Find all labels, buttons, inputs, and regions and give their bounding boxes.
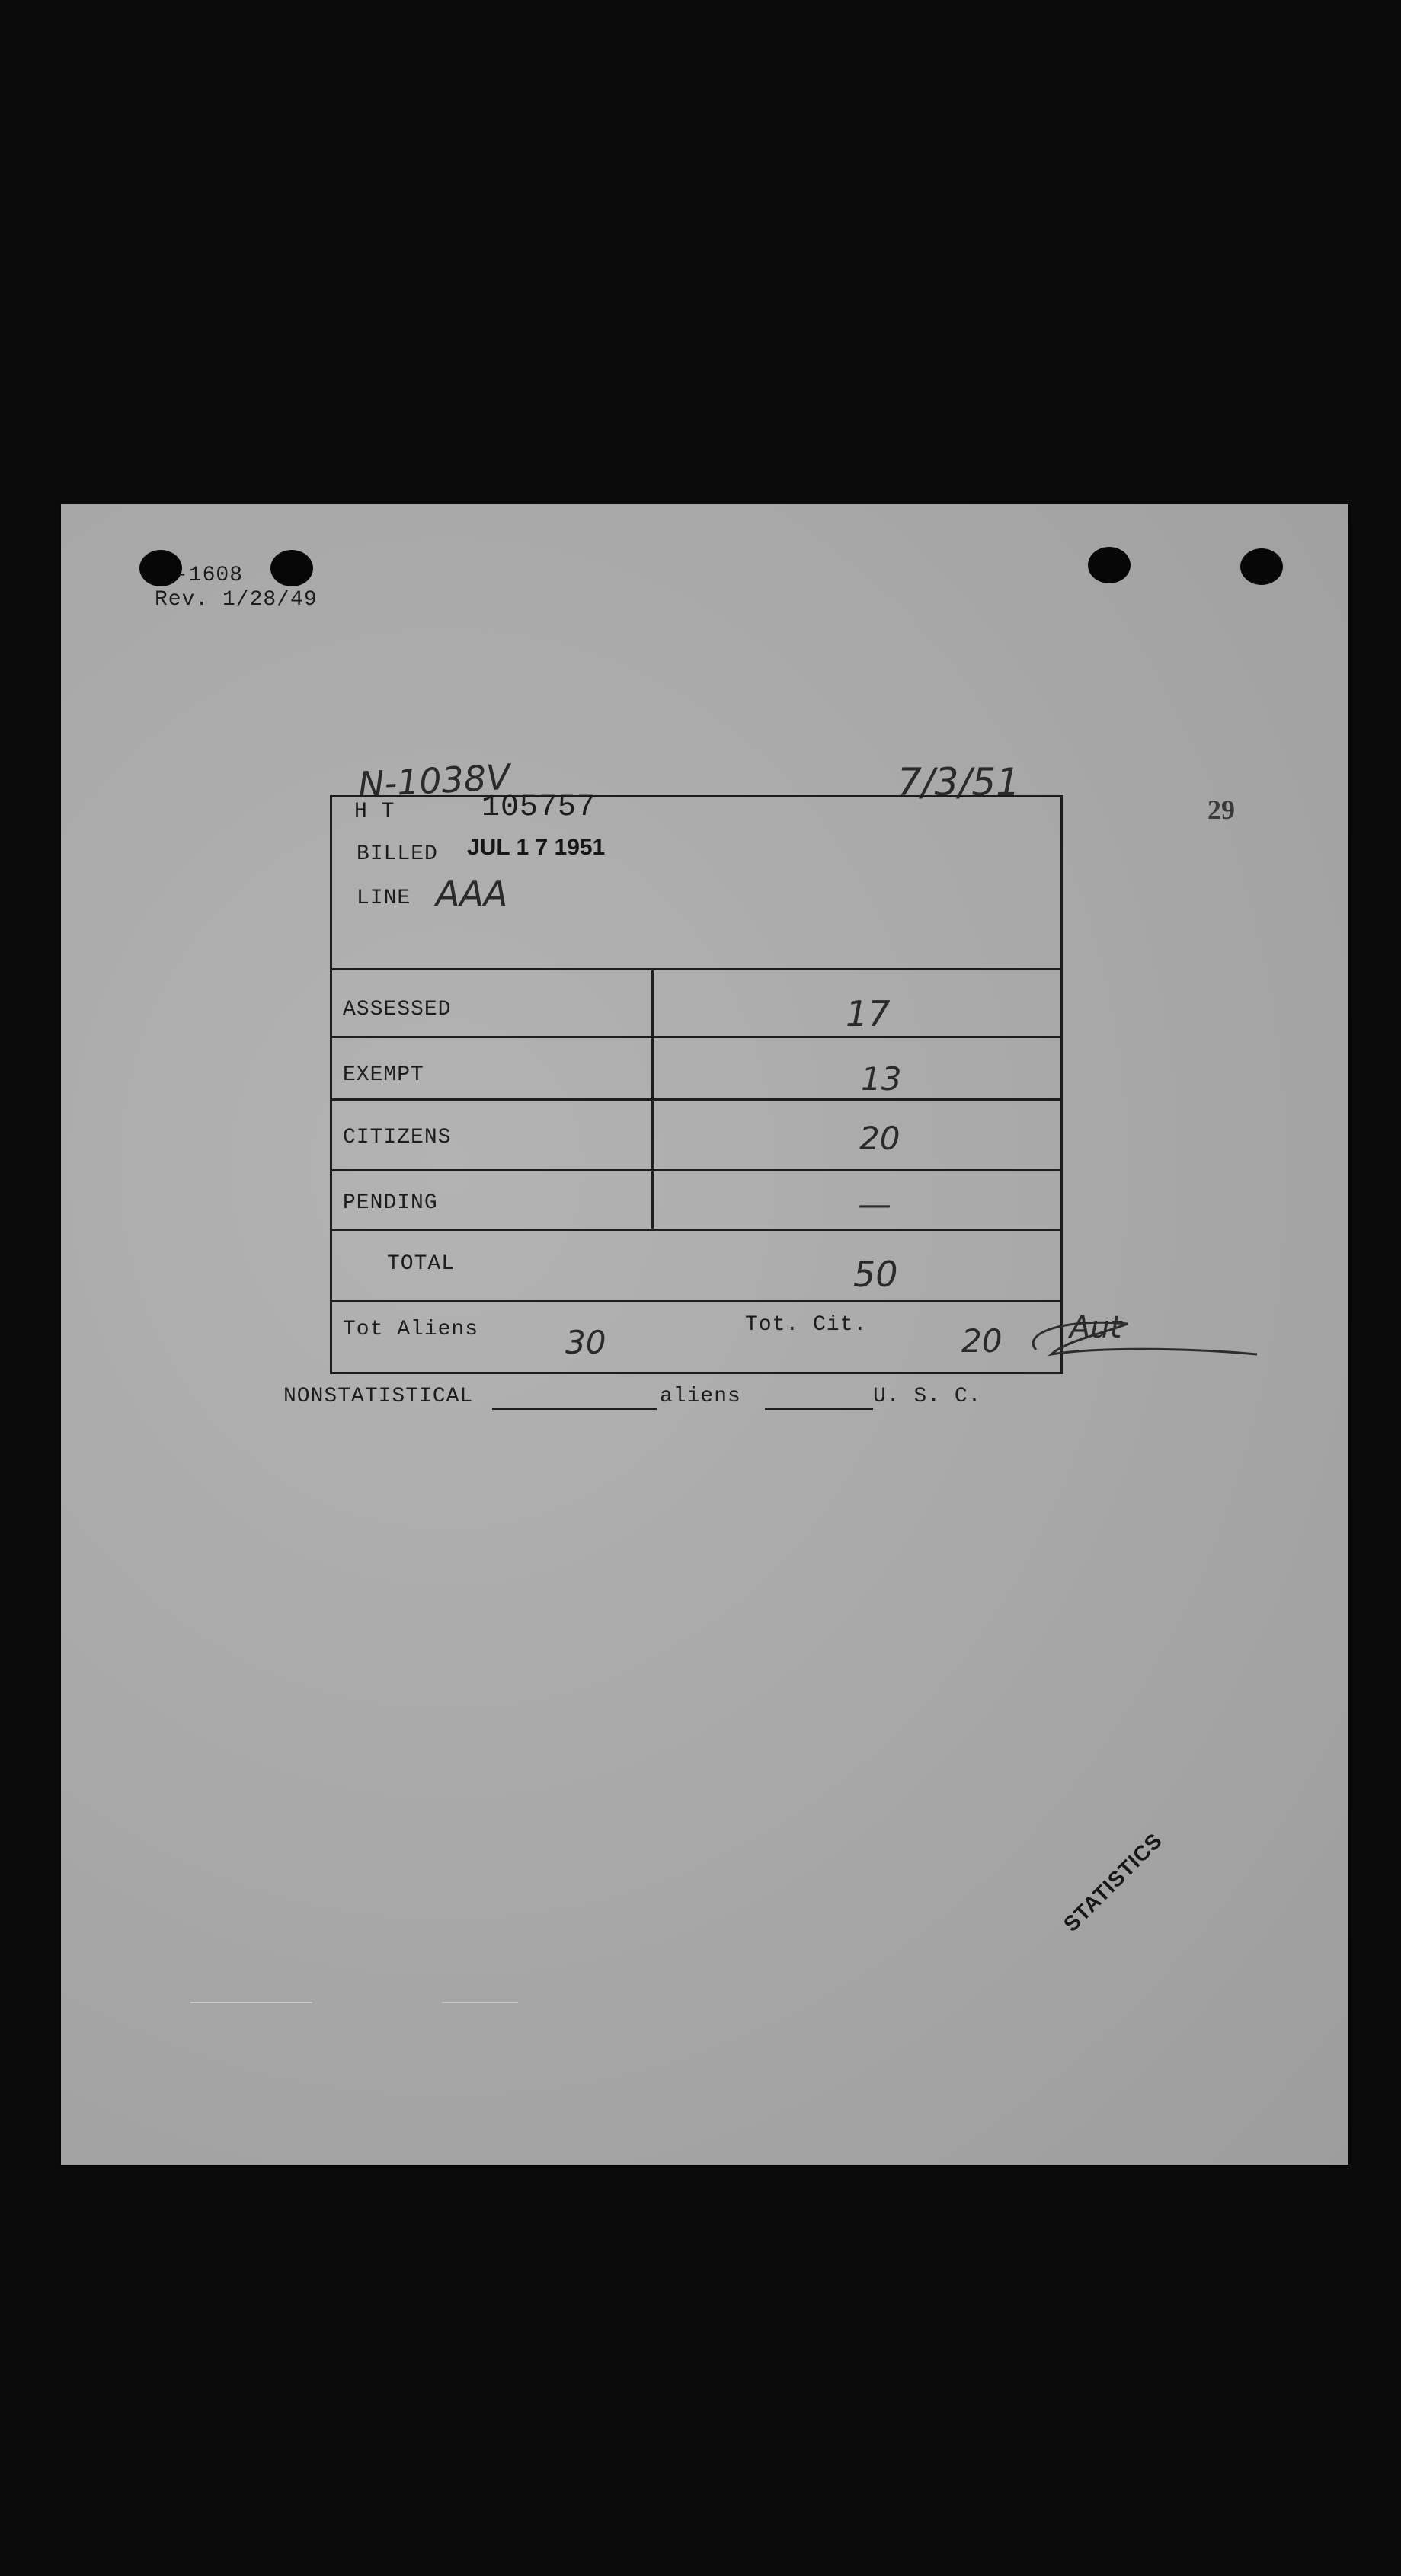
nonstatistical-label: NONSTATISTICAL — [283, 1385, 474, 1408]
row-label-citizens: CITIZENS — [343, 1126, 452, 1149]
total-value: 50 — [853, 1254, 898, 1295]
total-label: TOTAL — [387, 1252, 456, 1276]
form-number: -1608 — [175, 564, 244, 587]
nonstatistical-blank-2 — [765, 1408, 873, 1410]
tot-aliens-label: Tot Aliens — [343, 1318, 479, 1341]
ht-number: 105757 — [481, 791, 597, 825]
handwritten-date: 7/3/51 — [897, 760, 1020, 804]
initials-flourish — [1021, 1310, 1265, 1371]
row-value-exempt: 13 — [861, 1060, 902, 1098]
aliens-label: aliens — [660, 1385, 741, 1408]
row-value-citizens: 20 — [859, 1120, 900, 1157]
punch-hole — [1088, 547, 1131, 583]
billed-label: BILLED — [357, 842, 438, 866]
row-value-pending: — — [858, 1185, 891, 1224]
tot-cit-value: 20 — [961, 1322, 1003, 1360]
line-label: LINE — [357, 887, 411, 910]
billed-date-stamp: JUL 1 7 1951 — [467, 835, 606, 860]
tot-cit-label: Tot. Cit. — [745, 1313, 868, 1337]
page-number: 29 — [1207, 794, 1235, 825]
handwritten-file-number: N-1038V — [357, 756, 511, 806]
tot-aliens-value: 30 — [565, 1324, 606, 1361]
form-revision: Rev. 1/28/49 — [155, 588, 318, 612]
row-label-pending: PENDING — [343, 1191, 438, 1215]
row-label-exempt: EXEMPT — [343, 1063, 424, 1087]
row-value-assessed: 17 — [846, 993, 891, 1034]
ht-label: H T — [354, 800, 395, 823]
faint-mark — [190, 2002, 312, 2003]
line-value: AAA — [436, 873, 508, 914]
punch-hole — [1240, 548, 1283, 585]
initials: Aut — [1070, 1310, 1122, 1345]
punch-hole — [270, 550, 313, 586]
faint-mark — [442, 2002, 518, 2003]
usc-label: U. S. C. — [873, 1385, 982, 1408]
nonstatistical-blank-1 — [492, 1408, 657, 1410]
statistics-stamp: STATISTICS — [1059, 1828, 1167, 1936]
row-label-assessed: ASSESSED — [343, 998, 452, 1021]
